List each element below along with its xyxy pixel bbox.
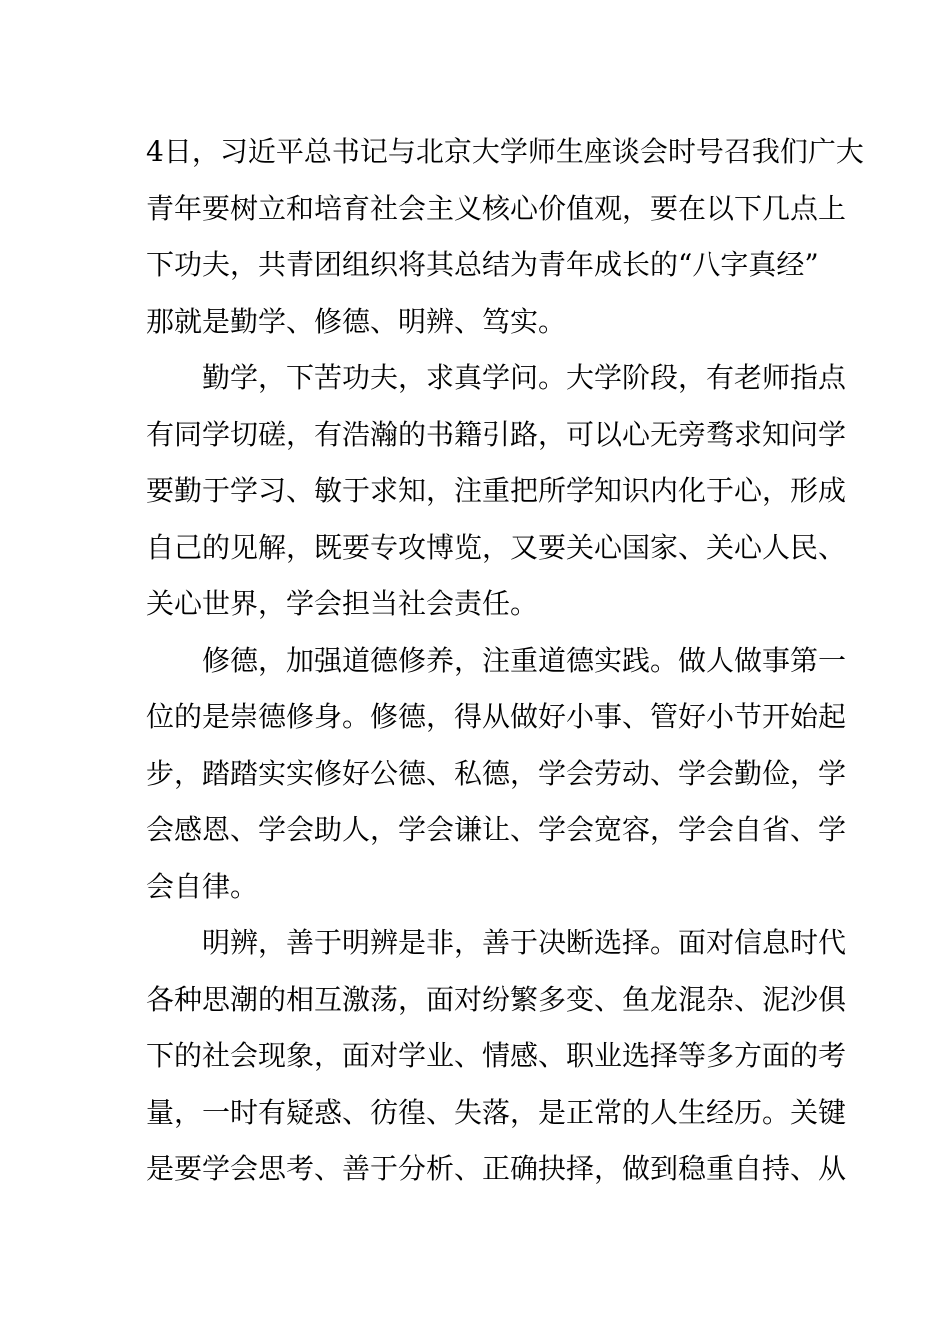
text-line: 青年要树立和培育社会主义核心价值观，要在以下几点上: [146, 191, 847, 225]
text-line: 下功夫，共青团组织将其总结为青年成长的“八字真经”: [146, 248, 819, 281]
text-line: 会感恩、学会助人，学会谦让、学会宽容，学会自省、学: [146, 813, 847, 846]
text-line: 有同学切磋，有浩瀚的书籍引路，可以心无旁骛求知问学: [146, 417, 847, 451]
text-line: 勤学，下苦功夫，求真学问。大学阶段，有老师指点: [202, 361, 847, 394]
text-line: 修德，加强道德修养，注重道德实践。做人做事第一: [202, 643, 847, 677]
text-line: 关心世界，学会担当社会责任。: [146, 587, 539, 620]
text-line: 会自律。: [146, 869, 259, 903]
body-text: [146, 124, 864, 1198]
text-line: 那就是勤学、修德、明辨、笃实。: [146, 304, 567, 338]
text-line: 各种思潮的相互激荡，面对纷繁多变、鱼龙混杂、泥沙俱: [146, 982, 847, 1016]
text-line: 位的是崇德修身。修德，得从做好小事、管好小节开始起: [146, 700, 847, 733]
text-line: 4日，习近平总书记与北京大学师生座谈会时号召我们广大: [146, 135, 864, 168]
text-line: 明辨，善于明辨是非，善于决断选择。面对信息时代: [202, 926, 847, 959]
text-line: 是要学会思考、善于分析、正确抉择，做到稳重自持、从: [146, 1152, 847, 1185]
text-line: 要勤于学习、敏于求知，注重把所学知识内化于心，形成: [146, 474, 847, 507]
text-line: 下的社会现象，面对学业、情感、职业选择等多方面的考: [146, 1039, 847, 1072]
text-line: 步，踏踏实实修好公德、私德，学会劳动、学会勤俭，学: [146, 756, 847, 790]
text-line: 量，一时有疑惑、彷徨、失落，是正常的人生经历。关键: [146, 1095, 847, 1129]
text-line: 自己的见解，既要专攻博览，又要关心国家、关心人民、: [146, 530, 847, 564]
